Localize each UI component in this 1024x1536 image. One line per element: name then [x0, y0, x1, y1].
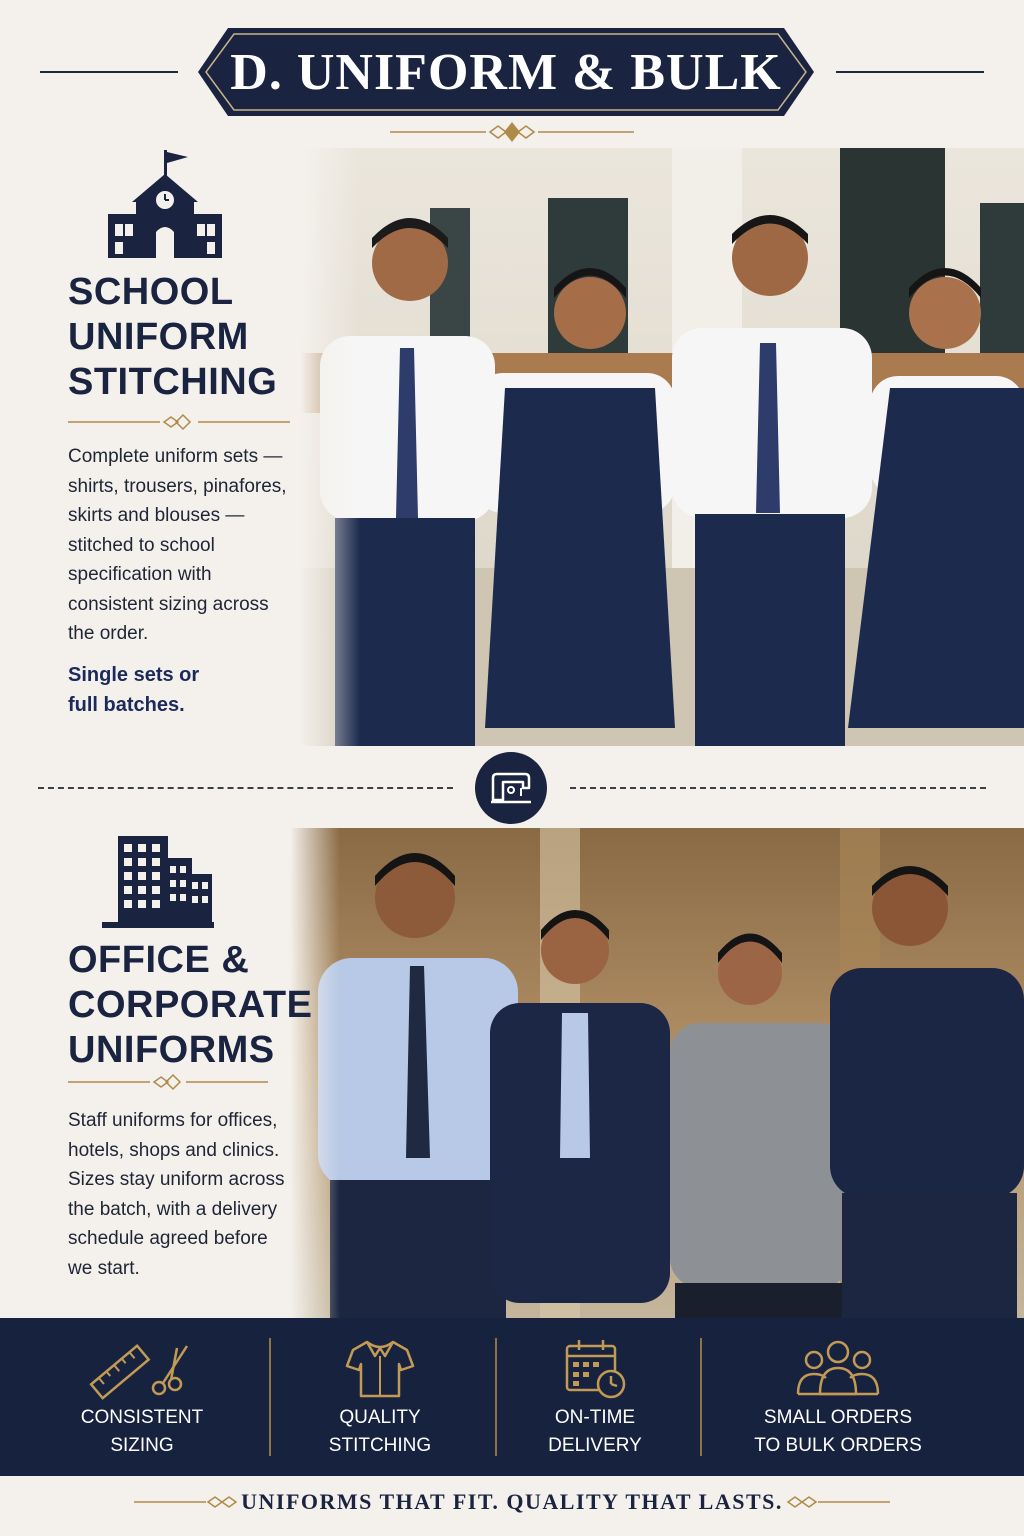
- footer-tagline: UNIFORMS THAT FIT. QUALITY THAT LASTS.: [241, 1489, 783, 1514]
- office-description-line: schedule agreed before: [68, 1228, 268, 1249]
- school-heading: [68, 270, 277, 405]
- office-description-line: we start.: [68, 1257, 140, 1279]
- feature-on-time-delivery: [500, 1318, 690, 1476]
- shirt-icon: [345, 1338, 415, 1400]
- office-description: [68, 1106, 293, 1283]
- office-heading-line: UNIFORMS: [68, 1029, 275, 1071]
- feature-label-line: SIZING: [110, 1435, 174, 1456]
- ruler-scissors-icon: [87, 1338, 197, 1400]
- group-icon: [796, 1338, 880, 1400]
- office-heading-line: CORPORATE: [68, 984, 313, 1026]
- header-ornament: [390, 120, 634, 144]
- feature-quality-stitching: [280, 1318, 480, 1476]
- page-title: D. UNIFORM & BULK: [230, 43, 782, 101]
- school-highlight-line: full batches.: [68, 694, 185, 716]
- feature-separator: [495, 1338, 497, 1456]
- school-students-photo: [300, 148, 1024, 746]
- footer-ornament-right: [780, 1494, 890, 1510]
- feature-separator: [269, 1338, 271, 1456]
- office-description-line: the batch, with a delivery: [68, 1198, 278, 1220]
- feature-consistent-sizing: [40, 1318, 244, 1476]
- feature-label-line: CONSISTENT: [80, 1407, 204, 1428]
- calendar-clock-icon: [563, 1338, 627, 1400]
- feature-separator: [700, 1338, 702, 1456]
- divider-badge: [475, 752, 547, 824]
- office-description-line: hotels, shops and clinics.: [68, 1139, 280, 1161]
- school-description-line: shirts, trousers, pinafores,: [68, 475, 287, 497]
- school-description-line: Complete uniform sets —: [68, 446, 283, 467]
- feature-label-line: TO BULK ORDERS: [754, 1435, 922, 1456]
- school-heading-line: SCHOOL: [68, 271, 234, 313]
- feature-label: [720, 1404, 956, 1460]
- school-description-line: skirts and blouses —: [68, 505, 245, 526]
- school-description-line: specification with: [68, 564, 212, 585]
- header-rule-left: [40, 71, 178, 73]
- office-heading-line: OFFICE &: [68, 939, 250, 981]
- feature-label: [500, 1404, 690, 1460]
- feature-label-line: QUALITY: [339, 1407, 421, 1428]
- feature-label: [280, 1404, 480, 1460]
- feature-label-line: SMALL ORDERS: [763, 1407, 913, 1428]
- school-highlight: [68, 660, 199, 720]
- office-description-line: Sizes stay uniform across: [68, 1169, 285, 1190]
- sewing-machine-icon: [489, 768, 533, 808]
- school-description-line: consistent sizing across: [68, 593, 269, 615]
- school-heading-line: UNIFORM: [68, 316, 249, 358]
- title-banner: [198, 28, 814, 116]
- office-building-icon: [102, 836, 214, 928]
- feature-label-line: STITCHING: [328, 1435, 432, 1456]
- school-highlight-line: Single sets or: [68, 664, 200, 686]
- office-staff-photo: [290, 828, 1024, 1318]
- school-description-line: the order.: [68, 623, 149, 644]
- divider-left: [38, 787, 453, 789]
- feature-small-to-bulk: [720, 1318, 956, 1476]
- office-ornament: [68, 1072, 268, 1092]
- feature-label-line: ON-TIME: [554, 1407, 636, 1428]
- office-heading: [68, 938, 312, 1073]
- school-heading-line: STITCHING: [68, 361, 278, 403]
- features-band: [0, 1318, 1024, 1476]
- feature-label-line: DELIVERY: [548, 1435, 642, 1456]
- school-description: [68, 442, 308, 649]
- school-description-line: stitched to school: [68, 534, 215, 556]
- header-rule-right: [836, 71, 984, 73]
- divider-right: [570, 787, 986, 789]
- feature-label: [40, 1404, 244, 1460]
- school-ornament: [68, 412, 290, 432]
- school-building-icon: [106, 150, 224, 260]
- office-description-line: Staff uniforms for offices,: [68, 1110, 278, 1131]
